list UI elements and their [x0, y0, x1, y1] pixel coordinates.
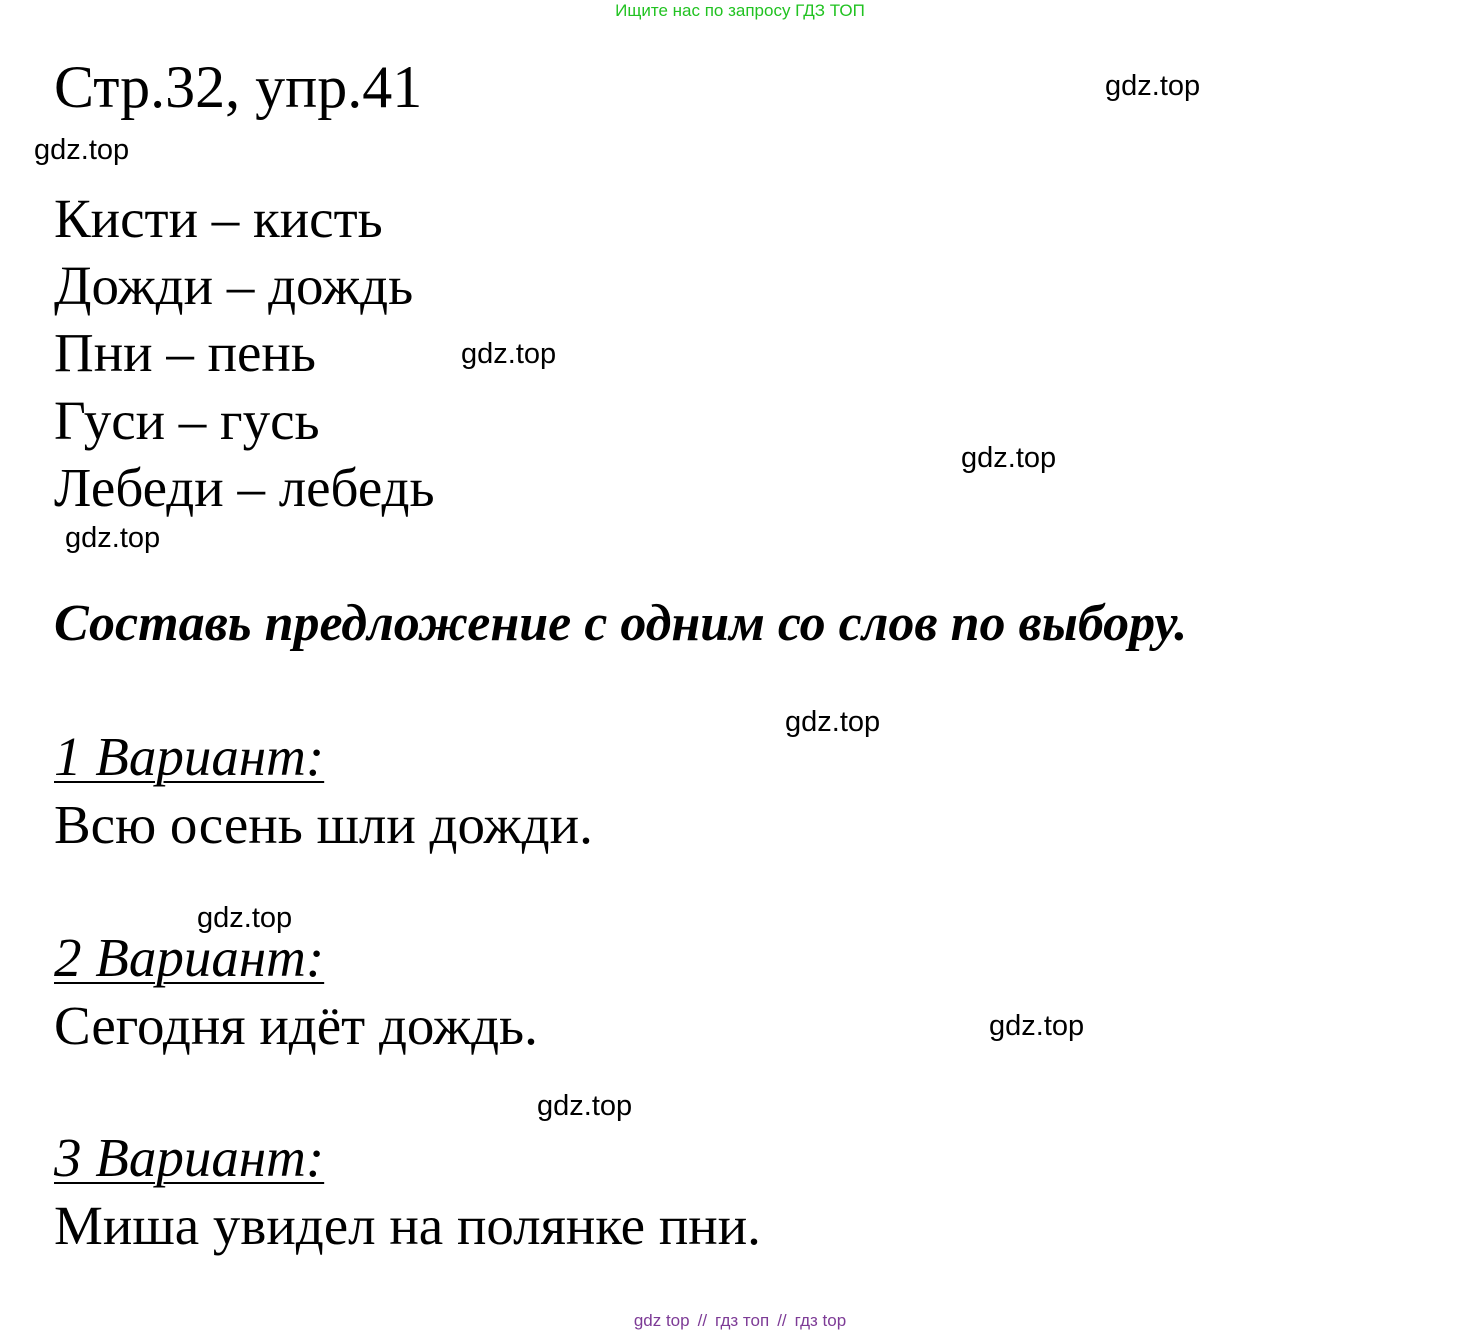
footer: [0, 1311, 1480, 1331]
watermark: gdz.top: [65, 522, 161, 554]
watermark: gdz.top: [34, 134, 130, 166]
variant-1-sentence: Всю осень шли дожди.: [54, 794, 593, 855]
task-instruction: Составь предложение с одним со слов по выбору.: [54, 595, 1188, 652]
watermark: gdz.top: [961, 442, 1057, 474]
word-pair-5: Лебеди – лебедь: [54, 457, 435, 518]
word-pair-1: Кисти – кисть: [54, 188, 383, 249]
variant-2-label: 2 Вариант:: [54, 927, 325, 988]
watermark: gdz.top: [537, 1090, 633, 1122]
footer-item-1: gdz top: [633, 1311, 690, 1330]
watermark: gdz.top: [197, 902, 293, 934]
variant-2-sentence: Сегодня идёт дождь.: [54, 995, 538, 1056]
page-heading: Стр.32, упр.41: [54, 54, 423, 120]
footer-item-3: гдз top: [794, 1311, 847, 1330]
word-pair-3: Пни – пень: [54, 322, 316, 383]
footer-separator: //: [697, 1311, 708, 1330]
footer-separator: //: [777, 1311, 787, 1330]
watermark: gdz.top: [461, 338, 557, 370]
footer-item-2: гдз топ: [715, 1311, 770, 1330]
word-pair-4: Гуси – гусь: [54, 390, 320, 451]
top-banner: Ищите нас по запросу ГДЗ ТОП: [615, 1, 865, 20]
variant-1-label: 1 Вариант:: [54, 726, 325, 787]
word-pair-2: Дожди – дождь: [54, 255, 414, 316]
watermark: gdz.top: [785, 706, 881, 738]
watermark: gdz.top: [989, 1010, 1085, 1042]
variant-3-sentence: Миша увидел на полянке пни.: [54, 1195, 761, 1256]
watermark: gdz.top: [1105, 70, 1201, 102]
variant-3-label: 3 Вариант:: [54, 1127, 325, 1188]
